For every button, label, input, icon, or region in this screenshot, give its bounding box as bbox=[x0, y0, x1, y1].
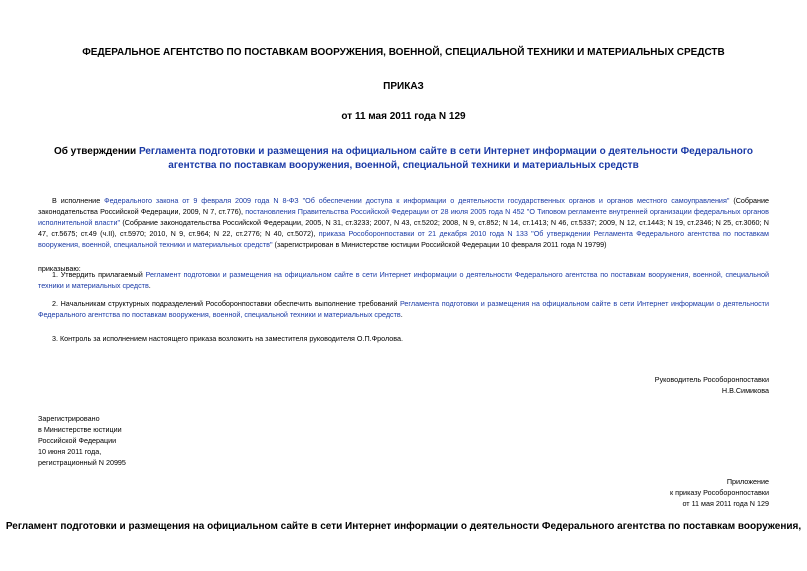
signature-name: Н.В.Симикова bbox=[721, 386, 769, 395]
prikazyvayu-label: приказываю: bbox=[38, 264, 81, 273]
order-item-1 bbox=[38, 269, 769, 291]
preamble-paragraph bbox=[38, 195, 769, 250]
registration-line-4: 10 июня 2011 года, bbox=[38, 447, 102, 456]
government-resolution-link[interactable]: постановления Правительства Российской Федерации от 28 июля 2005 года N 452 "О Типовом регламенте внутренней организации федеральных органов исполнительной власти" bbox=[38, 207, 769, 227]
appendix-line-1: Приложение bbox=[726, 477, 769, 486]
item1-reglament-link[interactable]: Регламент подготовки и размещения на официальном сайте в сети Интернет информации о деятельности Федерального агентства по поставкам вооружения, военной, специальной техники и материальных средств bbox=[38, 270, 769, 290]
registration-line-3: Российской Федерации bbox=[38, 436, 117, 445]
agency-order-link[interactable]: приказа Рособоронпоставки от 21 декабря 2010 года N 133 "Об утверждении Регламента Федерального агентства по поставкам вооружения, военной, специальной техники и материальных средств" bbox=[38, 229, 769, 249]
preamble-text-4: (зарегистрирован в Министерстве юстиции Российской Федерации 10 февраля 2011 года N 19799) bbox=[272, 240, 607, 249]
registration-line-1: Зарегистрировано bbox=[38, 414, 100, 423]
item2-text-2: . bbox=[400, 310, 403, 319]
reglament-title: Регламент подготовки и размещения на официальном сайте в сети Интернет информации о деятельности Федерального агентства по поставкам вооружения, bbox=[5, 521, 802, 532]
document-heading bbox=[38, 145, 769, 173]
document-type: ПРИКАЗ bbox=[383, 81, 424, 92]
item2-text-1: 2. Начальникам структурных подразделений Рособоронпоставки обеспечить выполнение требований bbox=[52, 299, 400, 308]
heading-reglament-link[interactable]: Регламента подготовки и размещения на официальном сайте в сети Интернет информации о деятельности Федерального агентства по поставкам вооружения, военной, специальной техники и материальных средств bbox=[138, 146, 754, 171]
federal-law-link[interactable]: Федерального закона от 9 февраля 2009 года N 8-ФЗ "Об обеспечении доступа к информации о деятельности государственных органов и органов местного самоуправления" bbox=[104, 196, 730, 205]
order-date-number: от 11 мая 2011 года N 129 bbox=[341, 111, 466, 122]
registration-line-5: регистрационный N 20995 bbox=[38, 458, 126, 467]
appendix-block bbox=[670, 476, 769, 509]
signature-position: Руководитель Рособоронпоставки bbox=[654, 375, 769, 384]
item1-text-1: 1. Утвердить прилагаемый bbox=[52, 270, 146, 279]
order-item-3: 3. Контроль за исполнением настоящего приказа возложить на заместителя руководителя О.П.Фролова. bbox=[52, 334, 403, 343]
appendix-line-3: от 11 мая 2011 года N 129 bbox=[682, 499, 769, 508]
appendix-line-2: к приказу Рособоронпоставки bbox=[670, 488, 769, 497]
order-item-2 bbox=[38, 298, 769, 320]
preamble-text-1: В исполнение bbox=[52, 196, 105, 205]
heading-prefix: Об утверждении bbox=[53, 146, 139, 157]
preamble-text-2: (Собрание законодательства Российской Федерации, 2009, N 7, ст.776), bbox=[38, 196, 770, 216]
item2-reglament-link[interactable]: Регламента подготовки и размещения на официальном сайте в сети Интернет информации о деятельности Федерального агентства по поставкам вооружения, военной, специальной техники и материальных средств bbox=[38, 299, 769, 319]
signature-block bbox=[655, 374, 769, 396]
item1-text-2: . bbox=[148, 281, 151, 290]
registration-line-2: в Министерстве юстиции bbox=[38, 425, 122, 434]
agency-name: ФЕДЕРАЛЬНОЕ АГЕНТСТВО ПО ПОСТАВКАМ ВООРУЖЕНИЯ, ВОЕННОЙ, СПЕЦИАЛЬНОЙ ТЕХНИКИ И МАТЕРИАЛЬНЫХ СРЕДСТВ bbox=[82, 47, 725, 58]
registration-block bbox=[38, 413, 126, 468]
preamble-text-3: (Собрание законодательства Российской Федерации, 2005, N 31, ст.3233; 2007, N 43, ст.5202; 2008, N 9, ст.852; N 14, ст.1413; N 46, ст.5337; 2009, N 12, ст.1443; N 19, ст.2346; N 25, ст.3060; N 47, ст.5675; ст.49 (ч.II), ст.5970; 2010, N 9, ст.964; N 22, ст.2776; N 40, ст.5072), bbox=[38, 218, 770, 238]
